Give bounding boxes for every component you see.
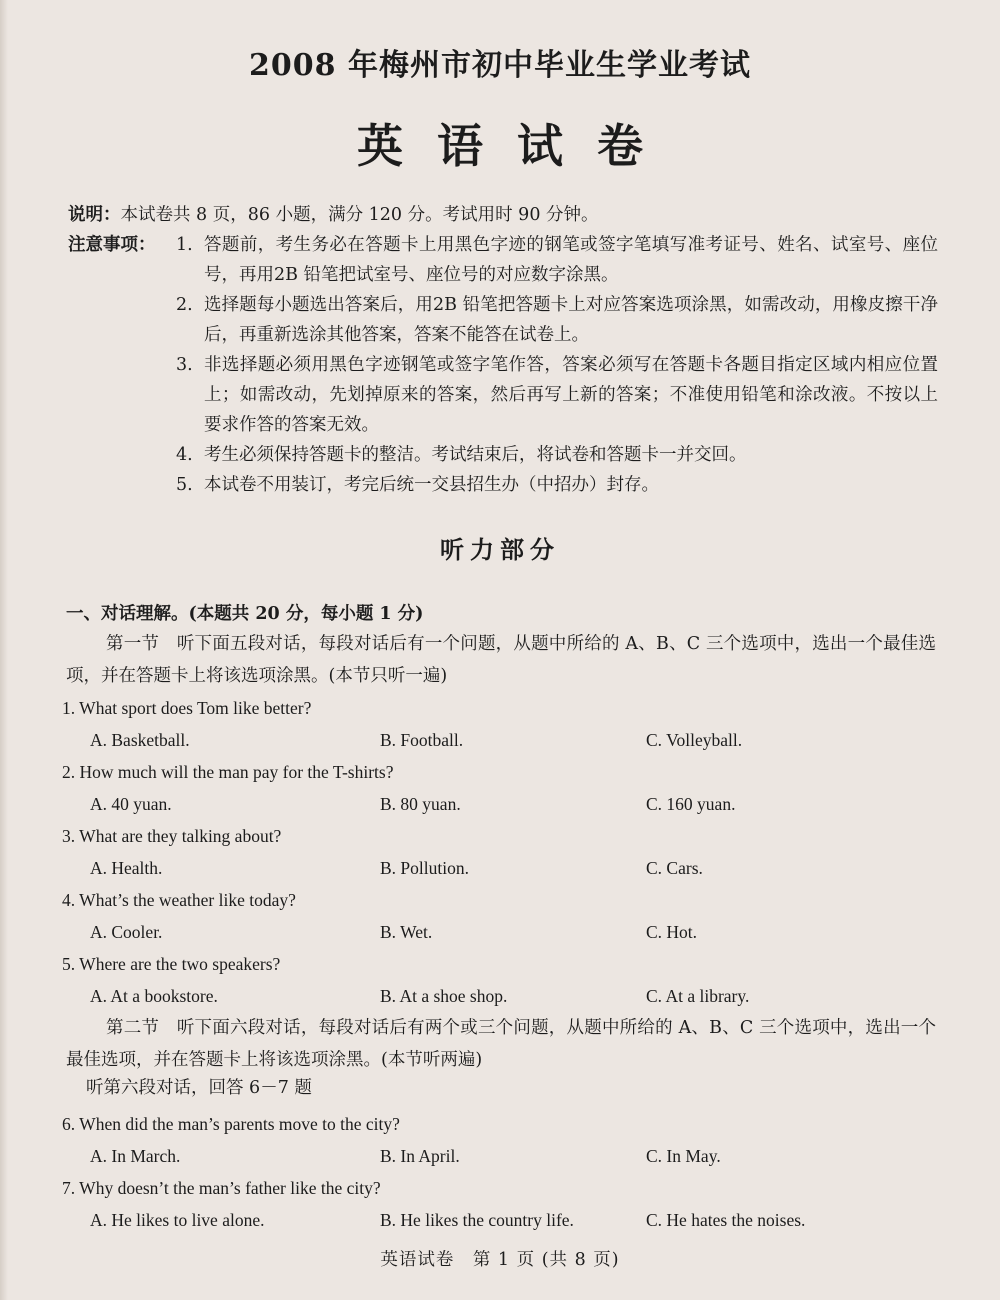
option-a: A. 40 yuan. — [90, 794, 172, 814]
option-c: C. 160 yuan. — [646, 794, 736, 814]
option-b: B. Football. — [380, 730, 464, 750]
listening-section-title: 听力部分 — [440, 535, 560, 564]
section-one-instructions: 第一节 听下面五段对话，每段对话后有一个问题，从题中所给的 A、B、C 三个选项中，选出一个最佳选项，并在答题卡上将该选项涂黑。(本节只听一遍) — [66, 634, 936, 686]
question-stem: 7. Why doesn’t the man’s father like the city? — [62, 1178, 381, 1198]
instructions-text: 本试卷共 8 页，86 小题，满分 120 分。考试用时 90 分钟。 — [120, 205, 599, 225]
option-b: B. Pollution. — [380, 858, 469, 878]
section-two-instructions: 第二节 听下面六段对话，每段对话后有两个或三个问题，从题中所给的 A、B、C 三个选项中，选出一个最佳选项，并在答题卡上将该选项涂黑。(本节听两遍) — [66, 1018, 936, 1070]
option-a: A. Basketball. — [90, 730, 190, 750]
note-item — [176, 470, 938, 500]
note-item — [176, 290, 938, 350]
question-item — [62, 1108, 942, 1172]
option-c: C. At a library. — [646, 986, 750, 1006]
option-a: A. He likes to live alone. — [90, 1210, 265, 1230]
option-a: A. Health. — [90, 858, 163, 878]
subject-title: 英语试卷 — [357, 119, 677, 173]
exam-title: 2008 年梅州市初中毕业生学业考试 — [249, 48, 751, 83]
option-b: B. Wet. — [380, 922, 433, 942]
page-footer: 英语试卷 第 1 页 (共 8 页) — [380, 1250, 620, 1270]
option-a: A. At a bookstore. — [90, 986, 218, 1006]
page-edge-shadow — [0, 0, 8, 1300]
note-number: 1. — [176, 235, 193, 255]
note-number: 2. — [176, 295, 193, 315]
note-text: 非选择题必须用黑色字迹钢笔或签字笔作答，答案必须写在答题卡各题目指定区域内相应位置上；如需改动，先划掉原来的答案，然后再写上新的答案；不准使用铅笔和涂改液。不按以上要求作答的答案无效。 — [204, 355, 938, 435]
note-item — [176, 350, 938, 440]
option-b: B. 80 yuan. — [380, 794, 461, 814]
option-c: C. Hot. — [646, 922, 698, 942]
instructions-label: 说明： — [68, 205, 121, 225]
option-c: C. He hates the noises. — [646, 1210, 806, 1230]
question-stem: 6. When did the man’s parents move to the city? — [62, 1114, 400, 1134]
note-text: 选择题每小题选出答案后，用2B 铅笔把答题卡上对应答案选项涂黑，如需改动，用橡皮擦干净后，再重新选涂其他答案，答案不能答在试卷上。 — [204, 295, 938, 345]
option-a: A. Cooler. — [90, 922, 163, 942]
note-text: 考生必须保持答题卡的整洁。考试结束后，将试卷和答题卡一并交回。 — [204, 445, 747, 465]
note-item — [176, 440, 938, 470]
option-c: C. Cars. — [646, 858, 703, 878]
question-stem: 1. What sport does Tom like better? — [62, 698, 312, 718]
question-options — [62, 1204, 942, 1236]
question-options — [62, 980, 942, 1012]
option-a: A. In March. — [90, 1146, 181, 1166]
question-stem: 4. What’s the weather like today? — [62, 890, 296, 910]
question-item — [62, 884, 942, 948]
question-group-two — [62, 1108, 942, 1236]
dialog-six-note: 听第六段对话，回答 6－7 题 — [86, 1078, 312, 1098]
question-options — [62, 788, 942, 820]
note-number: 5. — [176, 475, 193, 495]
option-b: B. He likes the country life. — [380, 1210, 574, 1230]
question-stem: 2. How much will the man pay for the T-shirts? — [62, 762, 394, 782]
question-options — [62, 852, 942, 884]
question-options — [62, 1140, 942, 1172]
instructions — [68, 200, 938, 230]
notes-list — [176, 230, 938, 500]
question-item — [62, 948, 942, 1012]
notes-label: 注意事项： — [68, 235, 156, 255]
question-stem: 5. Where are the two speakers? — [62, 954, 281, 974]
note-number: 3. — [176, 355, 193, 375]
question-item — [62, 692, 942, 756]
question-item — [62, 1172, 942, 1236]
question-stem: 3. What are they talking about? — [62, 826, 282, 846]
option-b: B. At a shoe shop. — [380, 986, 508, 1006]
option-c: C. In May. — [646, 1146, 721, 1166]
note-text: 答题前，考生务必在答题卡上用黑色字迹的钢笔或签字笔填写准考证号、姓名、试室号、座位号，再用2B 铅笔把试室号、座位号的对应数字涂黑。 — [204, 235, 938, 285]
note-item — [176, 230, 938, 290]
option-b: B. In April. — [380, 1146, 460, 1166]
note-number: 4. — [176, 445, 193, 465]
question-options — [62, 724, 942, 756]
question-options — [62, 916, 942, 948]
question-item — [62, 756, 942, 820]
part-one-heading: 一、对话理解。(本题共 20 分，每小题 1 分) — [66, 604, 424, 624]
question-item — [62, 820, 942, 884]
question-group-one — [62, 692, 942, 1012]
option-c: C. Volleyball. — [646, 730, 743, 750]
note-text: 本试卷不用装订，考完后统一交县招生办（中招办）封存。 — [204, 475, 659, 495]
